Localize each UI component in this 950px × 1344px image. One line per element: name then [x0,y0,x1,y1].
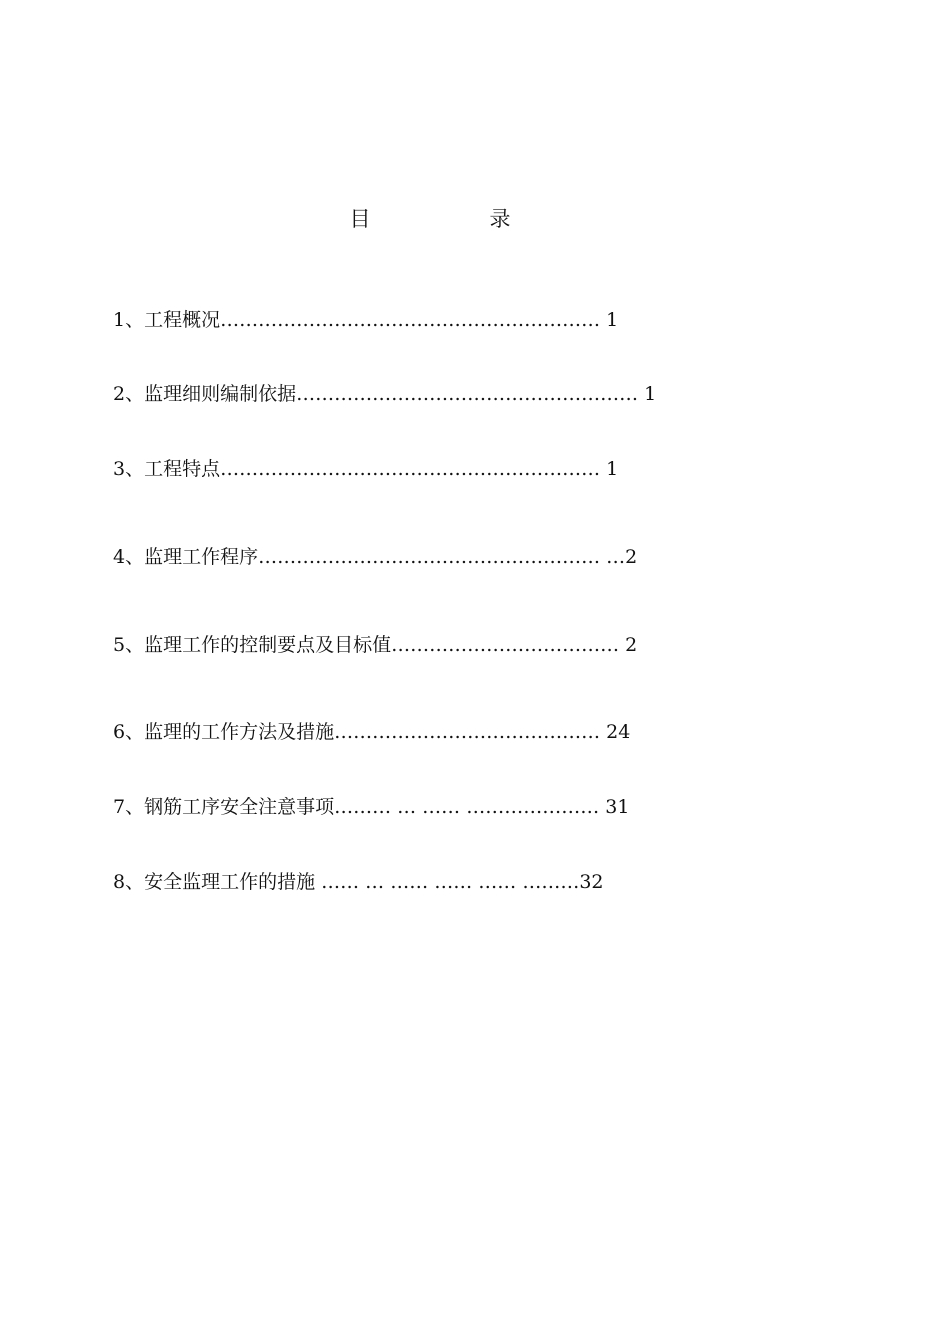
toc-entry-page-number: 31 [605,796,630,818]
toc-entry[interactable] [113,379,733,409]
toc-entry-page-number: 1 [606,309,619,331]
toc-entry[interactable] [113,542,733,572]
toc-entry-leader: …… … …… …… …… ……… [315,871,580,893]
toc-entry[interactable] [113,630,733,660]
toc-entry[interactable] [113,305,733,335]
toc-entry-label: 6、监理的工作方法及措施 [113,721,335,743]
toc-title-right: 录 [489,207,511,231]
toc-entry-page-number: 2 [625,546,638,568]
toc-entry-leader: ……………………………………………… [296,383,645,405]
toc-entry-leader: …………………………………………………… [220,458,607,480]
toc-entry-label: 7、钢筋工序安全注意事项 [113,796,335,818]
toc-entry[interactable] [113,867,733,897]
toc-entry-page-number: 1 [606,458,619,480]
toc-entry-page-number: 2 [625,634,638,656]
toc-entry-label: 8、安全监理工作的措施 [113,871,316,893]
toc-entry[interactable] [113,717,733,747]
toc-entry[interactable] [113,792,733,822]
toc-entry-label: 3、工程特点 [113,458,221,480]
toc-entry[interactable] [113,454,733,484]
toc-entry-leader: …………………………………………………… [220,309,607,331]
toc-entry-label: 4、监理工作程序 [113,546,259,568]
toc-entry-leader: ……………………………… [391,634,626,656]
toc-title [340,204,520,234]
toc-entry-leader: …………………………………… [334,721,607,743]
toc-entry-label: 5、监理工作的控制要点及目标值 [113,634,392,656]
toc-entry-page-number: 32 [579,871,604,893]
toc-entry-page-number: 24 [606,721,631,743]
toc-title-left: 目 [349,207,371,231]
toc-entry-label: 1、工程概况 [113,309,221,331]
toc-entry-leader: ……… … …… ………………… [334,796,606,818]
toc-entry-label: 2、监理细则编制依据 [113,383,297,405]
toc-entry-page-number: 1 [644,383,657,405]
toc-entry-leader: ……………………………………………… … [258,546,626,568]
